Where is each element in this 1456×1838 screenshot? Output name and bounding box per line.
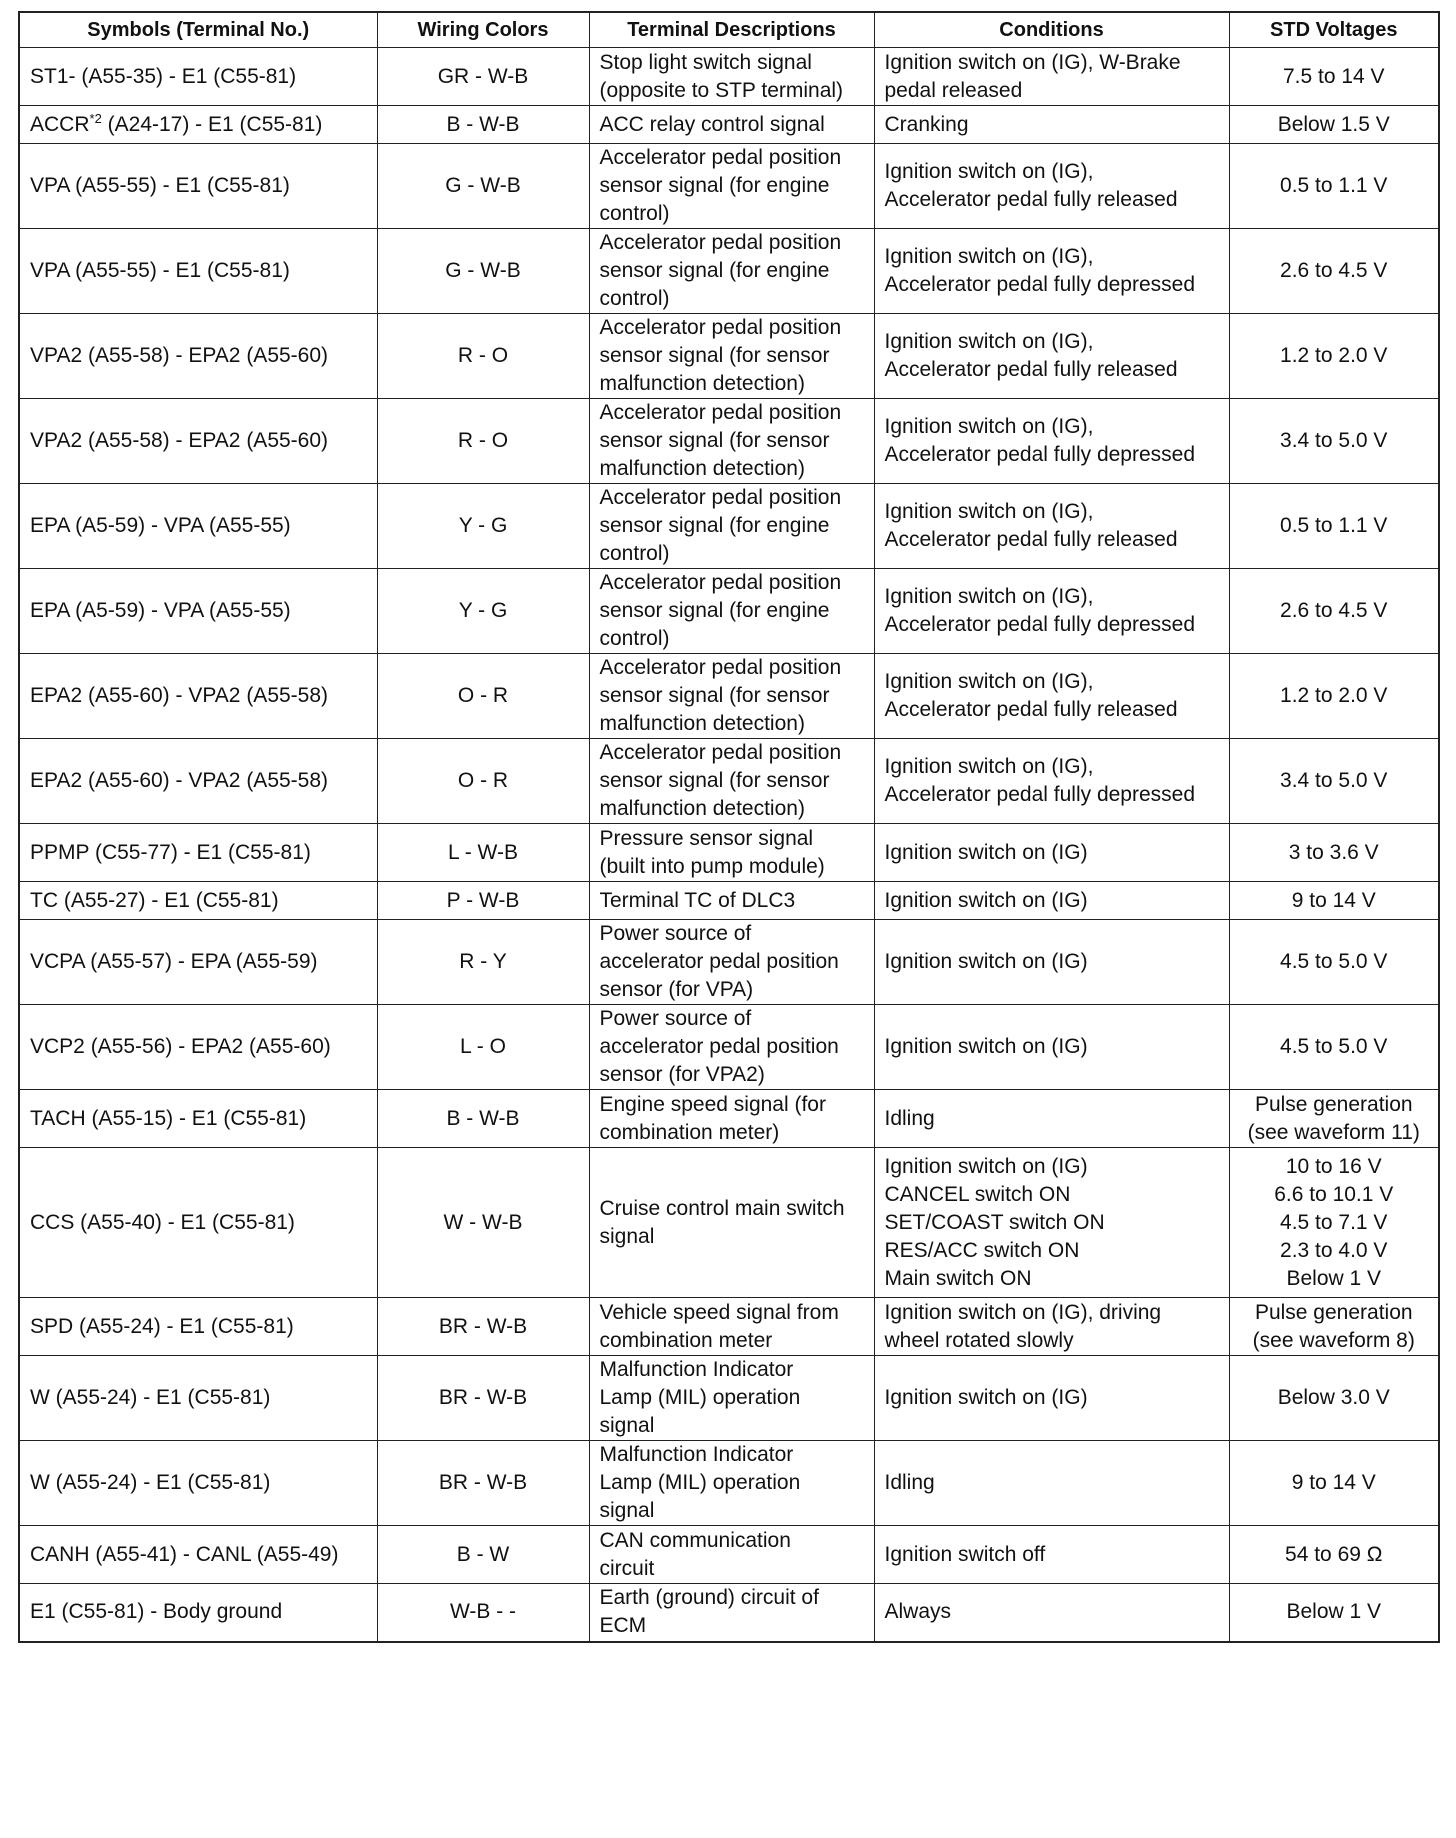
- cell-symbol: EPA2 (A55-60) - VPA2 (A55-58): [19, 654, 377, 739]
- terminal-voltage-table-sheet: [18, 11, 1438, 1643]
- cell-std-voltage: 1.2 to 2.0 V: [1229, 654, 1439, 739]
- table-row: [19, 1526, 1439, 1584]
- cell-description: Accelerator pedal position sensor signal (for engine control): [589, 484, 874, 569]
- cell-wiring-color: L - W-B: [377, 824, 589, 882]
- cell-wiring-color: B - W-B: [377, 1090, 589, 1148]
- cell-std-voltage: 3.4 to 5.0 V: [1229, 399, 1439, 484]
- cell-std-voltage: 4.5 to 5.0 V: [1229, 920, 1439, 1005]
- table-row: [19, 1005, 1439, 1090]
- cell-wiring-color: B - W: [377, 1526, 589, 1584]
- cell-condition: Ignition switch on (IG): [874, 824, 1229, 882]
- cell-condition: Always: [874, 1584, 1229, 1642]
- cell-wiring-color: GR - W-B: [377, 48, 589, 106]
- cell-symbol: TACH (A55-15) - E1 (C55-81): [19, 1090, 377, 1148]
- footnote-marker: *2: [89, 110, 102, 126]
- cell-std-voltage: 2.6 to 4.5 V: [1229, 229, 1439, 314]
- cell-wiring-color: BR - W-B: [377, 1298, 589, 1356]
- cell-description: CAN communication circuit: [589, 1526, 874, 1584]
- cell-std-voltage: Below 3.0 V: [1229, 1356, 1439, 1441]
- cell-wiring-color: W - W-B: [377, 1148, 589, 1298]
- cell-symbol: EPA (A5-59) - VPA (A55-55): [19, 569, 377, 654]
- cell-wiring-color: P - W-B: [377, 882, 589, 920]
- cell-wiring-color: BR - W-B: [377, 1441, 589, 1526]
- header-std-voltages: STD Voltages: [1229, 12, 1439, 48]
- table-row: [19, 1441, 1439, 1526]
- cell-symbol: VCPA (A55-57) - EPA (A55-59): [19, 920, 377, 1005]
- table-row: [19, 229, 1439, 314]
- header-symbols: Symbols (Terminal No.): [19, 12, 377, 48]
- cell-symbol: EPA2 (A55-60) - VPA2 (A55-58): [19, 739, 377, 824]
- table-row: [19, 1298, 1439, 1356]
- cell-description: ACC relay control signal: [589, 106, 874, 144]
- cell-std-voltage: 2.6 to 4.5 V: [1229, 569, 1439, 654]
- cell-condition: Ignition switch on (IG), Accelerator pedal fully released: [874, 314, 1229, 399]
- cell-description: Accelerator pedal position sensor signal (for sensor malfunction detection): [589, 314, 874, 399]
- cell-wiring-color: O - R: [377, 654, 589, 739]
- table-row: [19, 654, 1439, 739]
- cell-condition: Idling: [874, 1441, 1229, 1526]
- cell-condition: Ignition switch on (IG), Accelerator pedal fully depressed: [874, 569, 1229, 654]
- table-row: [19, 314, 1439, 399]
- cell-description: Accelerator pedal position sensor signal (for engine control): [589, 569, 874, 654]
- cell-condition: Ignition switch on (IG) CANCEL switch ON SET/COAST switch ON RES/ACC switch ON Main switch ON: [874, 1148, 1229, 1298]
- symbol-text-rest: (A24-17) - E1 (C55-81): [101, 112, 323, 136]
- cell-condition: Ignition switch on (IG), driving wheel rotated slowly: [874, 1298, 1229, 1356]
- table-row: [19, 1148, 1439, 1298]
- cell-description: Terminal TC of DLC3: [589, 882, 874, 920]
- cell-condition: Idling: [874, 1090, 1229, 1148]
- cell-wiring-color: R - O: [377, 314, 589, 399]
- cell-wiring-color: Y - G: [377, 569, 589, 654]
- header-row: [19, 12, 1439, 48]
- cell-description: Engine speed signal (for combination meter): [589, 1090, 874, 1148]
- cell-condition: Ignition switch on (IG), Accelerator pedal fully released: [874, 654, 1229, 739]
- cell-wiring-color: Y - G: [377, 484, 589, 569]
- cell-condition: Ignition switch on (IG): [874, 920, 1229, 1005]
- cell-description: Earth (ground) circuit of ECM: [589, 1584, 874, 1642]
- cell-wiring-color: O - R: [377, 739, 589, 824]
- table-row: [19, 569, 1439, 654]
- terminal-voltage-table: [18, 11, 1440, 1643]
- cell-std-voltage: Pulse generation (see waveform 11): [1229, 1090, 1439, 1148]
- cell-description: Accelerator pedal position sensor signal (for engine control): [589, 144, 874, 229]
- cell-std-voltage: 9 to 14 V: [1229, 882, 1439, 920]
- cell-description: Malfunction Indicator Lamp (MIL) operation signal: [589, 1356, 874, 1441]
- cell-description: Accelerator pedal position sensor signal (for sensor malfunction detection): [589, 654, 874, 739]
- cell-wiring-color: BR - W-B: [377, 1356, 589, 1441]
- table-row: [19, 739, 1439, 824]
- cell-description: Vehicle speed signal from combination meter: [589, 1298, 874, 1356]
- cell-std-voltage: 4.5 to 5.0 V: [1229, 1005, 1439, 1090]
- cell-std-voltage: 7.5 to 14 V: [1229, 48, 1439, 106]
- cell-condition: Cranking: [874, 106, 1229, 144]
- header-terminal-descriptions: Terminal Descriptions: [589, 12, 874, 48]
- table-row: [19, 48, 1439, 106]
- cell-symbol: ST1- (A55-35) - E1 (C55-81): [19, 48, 377, 106]
- cell-symbol: VPA2 (A55-58) - EPA2 (A55-60): [19, 399, 377, 484]
- table-row: [19, 144, 1439, 229]
- cell-std-voltage: 0.5 to 1.1 V: [1229, 484, 1439, 569]
- cell-condition: Ignition switch on (IG), Accelerator pedal fully depressed: [874, 229, 1229, 314]
- cell-wiring-color: B - W-B: [377, 106, 589, 144]
- cell-description: Pressure sensor signal (built into pump module): [589, 824, 874, 882]
- cell-std-voltage: Pulse generation (see waveform 8): [1229, 1298, 1439, 1356]
- cell-condition: Ignition switch on (IG), Accelerator pedal fully released: [874, 144, 1229, 229]
- cell-condition: Ignition switch on (IG), Accelerator pedal fully depressed: [874, 399, 1229, 484]
- cell-symbol: SPD (A55-24) - E1 (C55-81): [19, 1298, 377, 1356]
- cell-symbol: VPA2 (A55-58) - EPA2 (A55-60): [19, 314, 377, 399]
- cell-std-voltage: 3 to 3.6 V: [1229, 824, 1439, 882]
- cell-wiring-color: L - O: [377, 1005, 589, 1090]
- cell-condition: Ignition switch off: [874, 1526, 1229, 1584]
- cell-symbol: PPMP (C55-77) - E1 (C55-81): [19, 824, 377, 882]
- cell-condition: Ignition switch on (IG), Accelerator pedal fully released: [874, 484, 1229, 569]
- table-row: [19, 920, 1439, 1005]
- cell-symbol: EPA (A5-59) - VPA (A55-55): [19, 484, 377, 569]
- cell-symbol: E1 (C55-81) - Body ground: [19, 1584, 377, 1642]
- cell-description: Accelerator pedal position sensor signal (for engine control): [589, 229, 874, 314]
- header-conditions: Conditions: [874, 12, 1229, 48]
- table-row: [19, 106, 1439, 144]
- cell-std-voltage: 1.2 to 2.0 V: [1229, 314, 1439, 399]
- cell-std-voltage: Below 1.5 V: [1229, 106, 1439, 144]
- cell-symbol: CCS (A55-40) - E1 (C55-81): [19, 1148, 377, 1298]
- table-row: [19, 1090, 1439, 1148]
- header-wiring-colors: Wiring Colors: [377, 12, 589, 48]
- cell-description: Power source of accelerator pedal position sensor (for VPA2): [589, 1005, 874, 1090]
- cell-description: Malfunction Indicator Lamp (MIL) operation signal: [589, 1441, 874, 1526]
- cell-wiring-color: W-B - -: [377, 1584, 589, 1642]
- cell-description: Stop light switch signal (opposite to STP terminal): [589, 48, 874, 106]
- cell-std-voltage: 54 to 69 Ω: [1229, 1526, 1439, 1584]
- cell-wiring-color: G - W-B: [377, 144, 589, 229]
- cell-wiring-color: R - Y: [377, 920, 589, 1005]
- cell-symbol: VPA (A55-55) - E1 (C55-81): [19, 229, 377, 314]
- cell-symbol: [19, 106, 377, 144]
- cell-std-voltage: 10 to 16 V 6.6 to 10.1 V 4.5 to 7.1 V 2.3 to 4.0 V Below 1 V: [1229, 1148, 1439, 1298]
- cell-std-voltage: 9 to 14 V: [1229, 1441, 1439, 1526]
- cell-std-voltage: 3.4 to 5.0 V: [1229, 739, 1439, 824]
- cell-condition: Ignition switch on (IG): [874, 1356, 1229, 1441]
- cell-std-voltage: Below 1 V: [1229, 1584, 1439, 1642]
- cell-symbol: CANH (A55-41) - CANL (A55-49): [19, 1526, 377, 1584]
- cell-condition: Ignition switch on (IG), W-Brake pedal released: [874, 48, 1229, 106]
- cell-description: Power source of accelerator pedal position sensor (for VPA): [589, 920, 874, 1005]
- cell-symbol: TC (A55-27) - E1 (C55-81): [19, 882, 377, 920]
- cell-description: Accelerator pedal position sensor signal (for sensor malfunction detection): [589, 739, 874, 824]
- table-row: [19, 882, 1439, 920]
- cell-symbol: W (A55-24) - E1 (C55-81): [19, 1441, 377, 1526]
- cell-symbol: VPA (A55-55) - E1 (C55-81): [19, 144, 377, 229]
- table-header: [19, 12, 1439, 48]
- table-row: [19, 399, 1439, 484]
- table-body: [19, 48, 1439, 1642]
- cell-description: Cruise control main switch signal: [589, 1148, 874, 1298]
- symbol-text: ACCR: [30, 112, 90, 136]
- cell-wiring-color: R - O: [377, 399, 589, 484]
- cell-wiring-color: G - W-B: [377, 229, 589, 314]
- table-row: [19, 824, 1439, 882]
- cell-symbol: W (A55-24) - E1 (C55-81): [19, 1356, 377, 1441]
- cell-symbol: VCP2 (A55-56) - EPA2 (A55-60): [19, 1005, 377, 1090]
- table-row: [19, 484, 1439, 569]
- cell-condition: Ignition switch on (IG), Accelerator pedal fully depressed: [874, 739, 1229, 824]
- table-row: [19, 1356, 1439, 1441]
- cell-condition: Ignition switch on (IG): [874, 882, 1229, 920]
- cell-std-voltage: 0.5 to 1.1 V: [1229, 144, 1439, 229]
- cell-description: Accelerator pedal position sensor signal (for sensor malfunction detection): [589, 399, 874, 484]
- cell-condition: Ignition switch on (IG): [874, 1005, 1229, 1090]
- table-row: [19, 1584, 1439, 1642]
